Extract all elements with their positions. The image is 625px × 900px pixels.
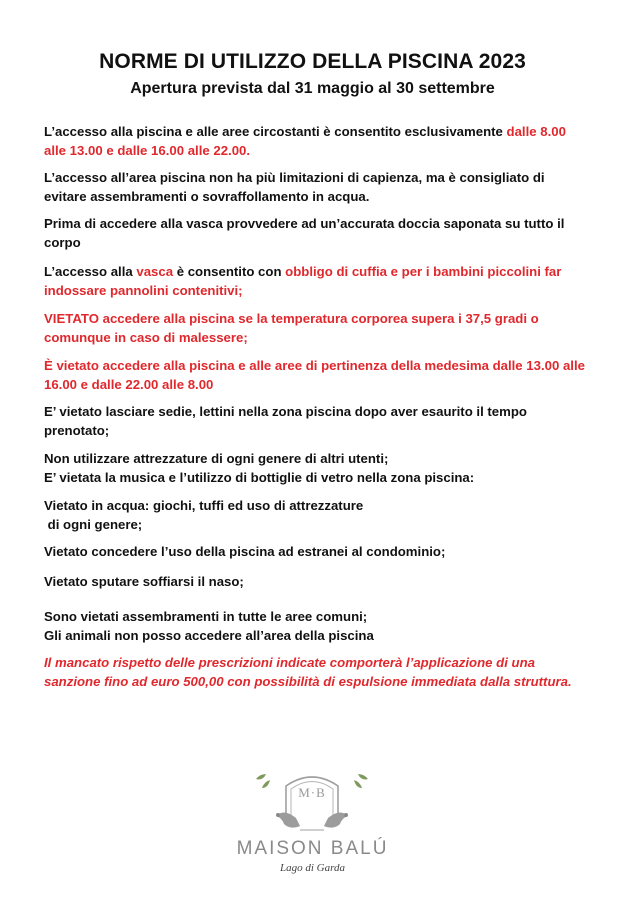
logo-location: Lago di Garda [280,862,345,874]
rule-outsiders: Vietato concedere l’uso della piscina ad estranei al condominio; [44,544,446,559]
rule-capacity: L’accesso all’area piscina non ha più limitazioni di capienza, ma è consigliato di evitare assembramenti o sovraffollamento in acqua. [44,170,545,204]
page-title: NORME DI UTILIZZO DELLA PISCINA 2023 [99,50,526,73]
sanction-notice: Il mancato rispetto delle prescrizioni indicate comporterà l’applicazione di una sanzione fino ad euro 500,00 con possibilità di espulsione immediata dalla struttura. [44,655,572,689]
rule-water-games: Vietato in acqua: giochi, tuffi ed uso di attrezzature di ogni genere; [44,498,364,532]
rule-temperature: VIETATO accedere alla piscina se la temperatura corporea supera i 37,5 gradi o comunque in caso di malessere; [44,311,539,345]
right-leaf-icon [354,780,362,788]
page-subtitle: Apertura prevista dal 31 maggio al 30 settembre [130,80,495,97]
rule-shower: Prima di accedere alla vasca provvedere ad un’accurata doccia saponata su tutto il corpo [44,216,565,250]
rule-access-hours: L’accesso alla piscina e alle aree circostanti è consentito esclusivamente dalle 8.00 alle 13.00 e dalle 16.00 alle 22.00. [44,124,566,158]
rule-gatherings: Sono vietati assembramenti in tutte le aree comuni; Gli animali non posso accedere all’area della piscina [44,609,374,643]
rule-equipment: Non utilizzare attrezzature di ogni genere di altri utenti; E’ vietata la musica e l’utilizzo di bottiglie di vetro nella zona piscina: [44,451,475,485]
rule-chairs: E’ vietato lasciare sedie, lettini nella zona piscina dopo aver esaurito il tempo prenotato; [44,404,527,438]
rule-closed-hours: È vietato accedere alla piscina e alle aree di pertinenza della medesima dalle 13.00 alle 16.00 e dalle 22.00 alle 8.00 [44,358,585,392]
logo-brand-name: MAISON BALÚ [236,838,389,859]
logo-monogram: M·B [298,785,326,800]
rule-swim-cap: L’accesso alla vasca è consentito con obbligo di cuffia e per i bambini piccolini far indossare pannolini contenitivi; [44,264,562,298]
rule-spitting: Vietato sputare soffiarsi il naso; [44,574,244,589]
left-leaf-icon [262,780,270,788]
